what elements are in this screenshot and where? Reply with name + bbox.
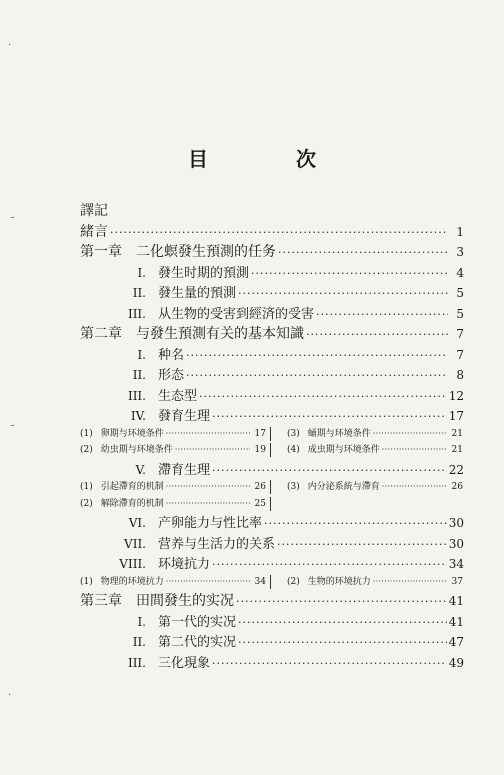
section-label: 产卵能力与性比率 bbox=[158, 516, 263, 531]
toc-entry-page: 34 bbox=[448, 557, 464, 571]
toc-subsection[interactable] bbox=[287, 442, 463, 455]
leader-dots bbox=[166, 482, 250, 491]
toc-entry-page: 41 bbox=[448, 594, 464, 608]
leader-dots bbox=[212, 558, 447, 571]
toc-entry-page: 41 bbox=[448, 614, 464, 629]
toc-subsection[interactable] bbox=[287, 479, 463, 492]
subsection-label: 蛹期与环境条件 bbox=[307, 428, 371, 439]
leader-dots bbox=[382, 482, 447, 491]
leader-dots bbox=[373, 429, 447, 438]
toc-chapter-label: 第二章 与發生預測有关的基本知識 bbox=[80, 326, 304, 342]
toc-entry-page: 26 bbox=[254, 482, 266, 492]
toc-section[interactable] bbox=[80, 405, 464, 426]
column-divider bbox=[270, 427, 271, 441]
section-label: 第二代的实况 bbox=[158, 635, 237, 650]
toc-chapter-label: 第一章 二化螟發生預測的任务 bbox=[80, 244, 276, 260]
scan-mark: · bbox=[8, 40, 12, 51]
leader-dots bbox=[251, 267, 448, 280]
toc-subsection[interactable] bbox=[287, 426, 463, 439]
toc-section[interactable] bbox=[80, 631, 464, 652]
leader-dots bbox=[236, 595, 447, 608]
toc-section[interactable] bbox=[80, 553, 464, 574]
toc-entry-page: 22 bbox=[448, 462, 464, 477]
toc-section[interactable] bbox=[80, 459, 464, 480]
leader-dots bbox=[316, 308, 448, 321]
section-label: 生态型 bbox=[158, 388, 198, 404]
toc-section[interactable] bbox=[80, 262, 464, 283]
subsection-label: 解除滯育的机制 bbox=[100, 498, 164, 509]
section-number: III. bbox=[127, 655, 146, 670]
toc-entry-page: 25 bbox=[254, 498, 266, 509]
toc-section[interactable] bbox=[80, 652, 464, 673]
toc-chapter-1[interactable] bbox=[80, 241, 464, 262]
toc-entry-introduction[interactable] bbox=[80, 221, 464, 242]
toc-entry-page: 3 bbox=[456, 245, 464, 259]
leader-dots bbox=[212, 464, 447, 477]
section-label: 發育生理 bbox=[158, 409, 211, 424]
subsection-label: 成虫期与环境条件 bbox=[307, 445, 380, 455]
toc-chapter-label: 第三章 田間發生的实况 bbox=[80, 593, 234, 609]
toc-entry-page: 12 bbox=[448, 388, 464, 403]
toc-entry-page: 49 bbox=[448, 655, 464, 670]
leader-dots bbox=[278, 246, 448, 259]
section-number: V. bbox=[135, 462, 146, 477]
leader-dots bbox=[212, 410, 447, 423]
section-label: 三化現象 bbox=[158, 655, 211, 671]
section-number: II. bbox=[132, 286, 146, 300]
toc-entry-label: 緒言 bbox=[80, 223, 108, 240]
leader-dots bbox=[212, 657, 447, 670]
section-label: 营养与生活力的关系 bbox=[158, 536, 276, 552]
subsection-number: (2) bbox=[80, 498, 93, 509]
toc-entry-page: 1 bbox=[456, 224, 464, 239]
toc-subsection[interactable] bbox=[80, 496, 266, 509]
subsection-number: (3) bbox=[287, 428, 300, 439]
toc-entry-page: 8 bbox=[456, 368, 464, 382]
subsection-number: (1) bbox=[80, 428, 93, 439]
toc-entry-page: 21 bbox=[451, 445, 463, 455]
toc-section[interactable] bbox=[80, 533, 464, 554]
section-number: II. bbox=[132, 635, 146, 649]
toc-subsection[interactable] bbox=[80, 479, 266, 492]
subsection-label: 卵期与环境条件 bbox=[100, 428, 164, 439]
leader-dots bbox=[238, 287, 448, 300]
toc-entry-page: 34 bbox=[254, 576, 266, 587]
leader-dots bbox=[166, 429, 250, 438]
subsection-number: (1) bbox=[80, 576, 93, 587]
section-label: 發生量的預測 bbox=[158, 286, 237, 301]
leader-dots bbox=[166, 499, 250, 508]
toc-subsection[interactable] bbox=[80, 574, 266, 587]
column-divider bbox=[270, 497, 271, 511]
toc-subsection[interactable] bbox=[80, 426, 266, 439]
toc-entry-page: 5 bbox=[456, 306, 464, 321]
toc-subsection-row bbox=[80, 426, 464, 443]
toc-chapter-2[interactable] bbox=[80, 323, 464, 344]
subsection-label: 引起滯育的机制 bbox=[100, 482, 164, 492]
subsection-number: (1) bbox=[80, 482, 93, 492]
leader-dots bbox=[175, 445, 250, 454]
table-of-contents bbox=[80, 200, 464, 672]
toc-entry-page: 17 bbox=[448, 409, 464, 423]
leader-dots bbox=[166, 577, 250, 586]
section-label: 第一代的实况 bbox=[158, 614, 237, 630]
toc-entry-page: 37 bbox=[451, 576, 463, 587]
section-number: VIII. bbox=[119, 557, 146, 571]
section-number: III. bbox=[127, 306, 146, 321]
leader-dots bbox=[186, 349, 448, 362]
scan-mark: · bbox=[8, 690, 12, 701]
leader-dots bbox=[110, 226, 448, 239]
section-number: IV. bbox=[130, 409, 146, 423]
toc-subsection-row bbox=[80, 442, 464, 459]
subsection-number: (4) bbox=[287, 445, 300, 455]
toc-entry-preface[interactable] bbox=[80, 200, 464, 221]
section-label: 环境抗力 bbox=[158, 557, 211, 572]
section-number: III. bbox=[127, 388, 146, 403]
toc-section[interactable] bbox=[80, 282, 464, 303]
toc-subsection-row bbox=[80, 479, 464, 496]
toc-chapter-3[interactable] bbox=[80, 590, 464, 611]
toc-subsection[interactable] bbox=[287, 574, 463, 587]
subsection-label: 内分泌系統与滯育 bbox=[307, 482, 380, 492]
toc-entry-page: 19 bbox=[254, 445, 266, 455]
leader-dots bbox=[277, 538, 447, 551]
subsection-label: 幼虫期与环境条件 bbox=[100, 445, 173, 455]
toc-section[interactable] bbox=[80, 512, 464, 533]
toc-section[interactable] bbox=[80, 344, 464, 365]
page-title: 目 次 bbox=[188, 147, 350, 171]
toc-subsection-row bbox=[80, 496, 464, 513]
section-label: 滯育生理 bbox=[158, 462, 211, 478]
section-number: II. bbox=[132, 368, 146, 382]
section-label: 种名 bbox=[158, 347, 185, 363]
section-number: VII. bbox=[124, 536, 146, 551]
subsection-number: (3) bbox=[287, 482, 300, 492]
subsection-number: (2) bbox=[80, 445, 93, 455]
toc-entry-page: 26 bbox=[451, 482, 463, 492]
column-divider bbox=[270, 480, 271, 494]
section-label: 从生物的受害到經済的受害 bbox=[158, 306, 315, 322]
toc-entry-page: 21 bbox=[451, 428, 463, 439]
leader-dots bbox=[264, 517, 447, 530]
toc-entry-page: 30 bbox=[448, 536, 464, 551]
section-label: 形态 bbox=[158, 368, 185, 383]
section-number: I. bbox=[137, 614, 146, 629]
toc-section[interactable] bbox=[80, 611, 464, 632]
scan-mark: – bbox=[10, 420, 15, 431]
scan-mark: – bbox=[10, 212, 15, 223]
leader-dots bbox=[238, 636, 447, 649]
section-number: I. bbox=[137, 347, 146, 362]
leader-dots bbox=[306, 328, 448, 341]
toc-entry-page: 4 bbox=[456, 265, 464, 280]
toc-entry-page: 7 bbox=[456, 327, 464, 341]
toc-entry-page: 47 bbox=[448, 635, 464, 649]
leader-dots bbox=[238, 616, 447, 629]
toc-section[interactable] bbox=[80, 385, 464, 406]
toc-entry-label: 譯記 bbox=[80, 203, 108, 219]
toc-entry-page: 17 bbox=[254, 428, 266, 439]
leader-dots bbox=[186, 369, 448, 382]
toc-section[interactable] bbox=[80, 303, 464, 324]
column-divider bbox=[270, 575, 271, 589]
section-number: VI. bbox=[128, 516, 146, 530]
subsection-number: (2) bbox=[287, 576, 300, 587]
leader-dots bbox=[373, 577, 447, 586]
toc-entry-page: 5 bbox=[456, 286, 464, 300]
toc-entry-page: 7 bbox=[456, 347, 464, 362]
section-number: I. bbox=[137, 265, 146, 280]
column-divider bbox=[270, 443, 271, 457]
toc-section[interactable] bbox=[80, 364, 464, 385]
toc-subsection-row bbox=[80, 574, 464, 591]
leader-dots bbox=[382, 445, 447, 454]
section-label: 發生时期的預測 bbox=[158, 265, 250, 281]
toc-subsection[interactable] bbox=[80, 442, 266, 455]
toc-entry-page: 30 bbox=[448, 516, 464, 530]
leader-dots bbox=[199, 390, 447, 403]
subsection-label: 生物的环境抗力 bbox=[307, 576, 371, 587]
subsection-label: 物理的环境抗力 bbox=[100, 576, 164, 587]
